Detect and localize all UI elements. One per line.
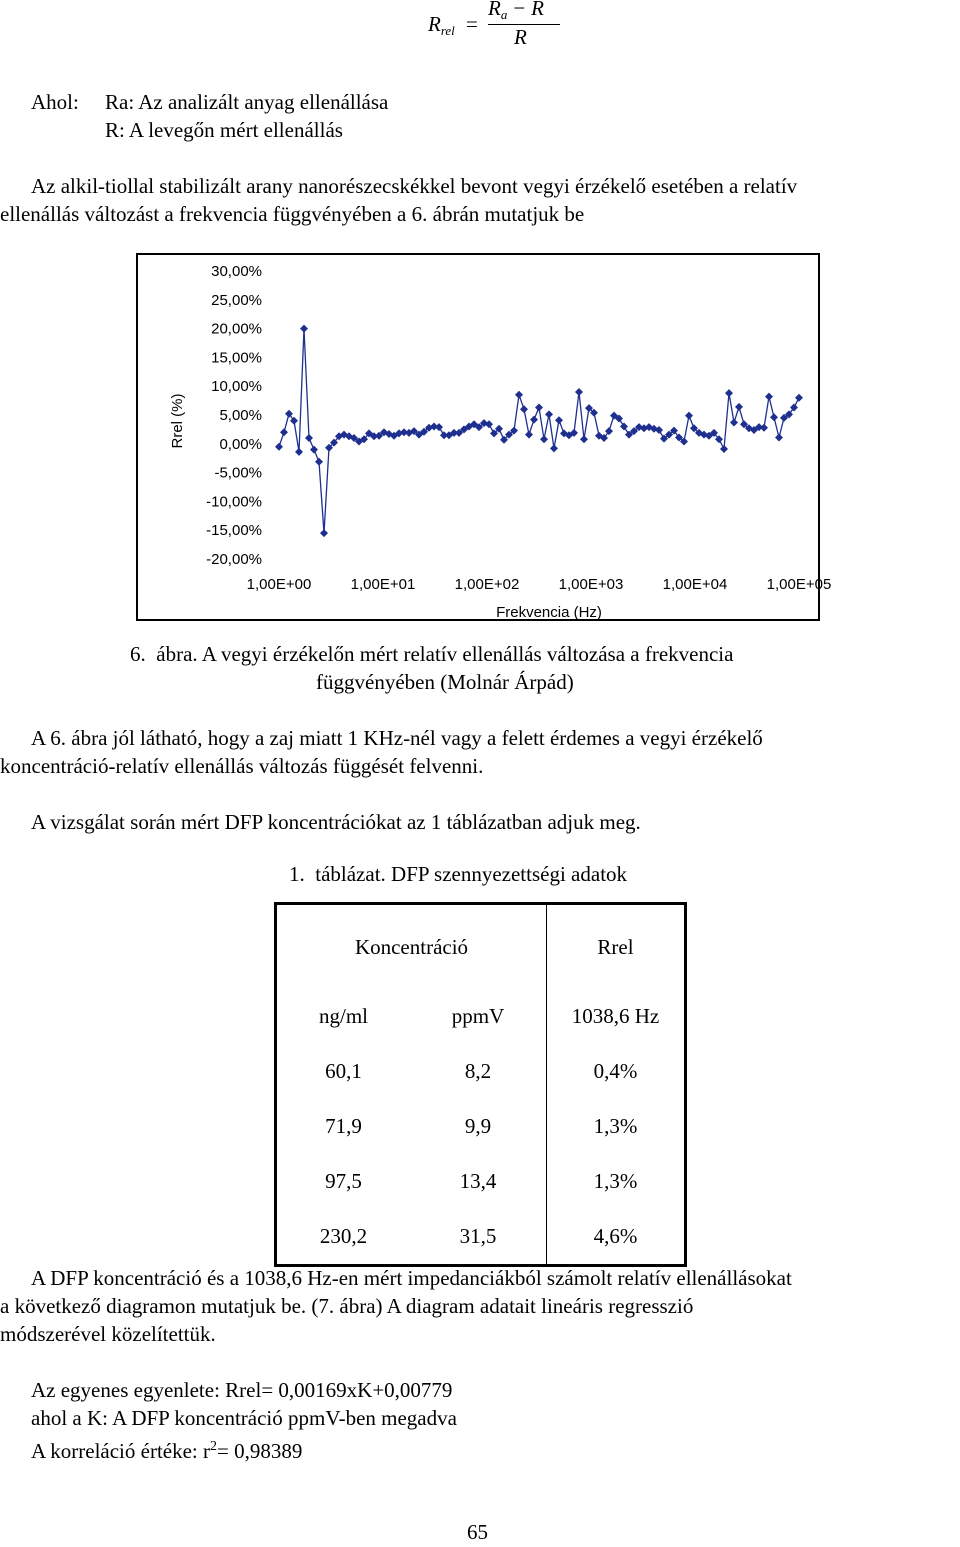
y-tick-label: -10,00% bbox=[206, 493, 262, 511]
where-line-ra: Ra: Az analizált anyag ellenállása bbox=[105, 90, 389, 114]
k-definition-line: ahol a K: A DFP koncentráció ppmV-ben megadva bbox=[31, 1406, 457, 1430]
table-row bbox=[276, 1209, 686, 1266]
cell-rrel: 0,4% bbox=[593, 1059, 638, 1083]
paragraph-2-line-2: koncentráció-relatív ellenállás változás függését felvenni. bbox=[0, 754, 484, 778]
chart-svg bbox=[138, 255, 832, 621]
cell-ngml: 97,5 bbox=[325, 1169, 362, 1193]
unit-frequency: 1038,6 Hz bbox=[571, 1004, 660, 1028]
header-rrel: Rrel bbox=[597, 934, 634, 959]
table-header-row bbox=[276, 904, 686, 990]
formula-lhs: $R_{rel}$ bbox=[428, 12, 455, 38]
cell-ppmv: 31,5 bbox=[410, 1209, 547, 1266]
data-point bbox=[515, 391, 523, 399]
cell-rrel: 4,6% bbox=[593, 1224, 638, 1248]
cell-ngml: 60,1 bbox=[325, 1059, 362, 1083]
y-tick-label: 15,00% bbox=[211, 349, 262, 367]
cell-ppmv: 9,9 bbox=[410, 1099, 547, 1154]
paragraph-1-line-1: Az alkil-tiollal stabilizált arany nanorészecskékkel bevont vegyi érzékelő esetében a relatív bbox=[31, 174, 798, 198]
data-point bbox=[300, 325, 308, 333]
formula-denominator: R bbox=[514, 25, 527, 49]
y-tick-label: 20,00% bbox=[211, 320, 262, 338]
paragraph-4-line-3: módszerével közelítettük. bbox=[0, 1322, 216, 1346]
table-row bbox=[276, 1044, 686, 1099]
paragraph-4-line-2: a következő diagramon mutatjuk be. (7. ábra) A diagram adatait lineáris regresszió bbox=[0, 1294, 694, 1318]
y-tick-label: 0,00% bbox=[219, 435, 262, 453]
equation-line: Az egyenes egyenlete: Rrel= 0,00169xK+0,00779 bbox=[31, 1378, 453, 1402]
y-tick-label: -20,00% bbox=[206, 551, 262, 568]
y-tick-label: 5,00% bbox=[219, 407, 262, 424]
figure-caption-line-2: függvényében (Molnár Árpád) bbox=[316, 670, 574, 694]
y-tick-label: -5,00% bbox=[214, 464, 262, 482]
data-point bbox=[535, 404, 543, 412]
data-point bbox=[295, 448, 303, 456]
data-point bbox=[720, 445, 728, 453]
data-point bbox=[285, 410, 293, 418]
y-tick-label: -15,00% bbox=[206, 522, 262, 540]
data-point bbox=[315, 458, 323, 466]
y-axis-label: Rrel (%) bbox=[169, 393, 186, 449]
formula-equals: = bbox=[466, 12, 478, 36]
cell-ngml: 230,2 bbox=[319, 1224, 368, 1248]
cell-ppmv: 8,2 bbox=[410, 1044, 547, 1099]
table-units-row bbox=[276, 989, 686, 1044]
figure-6-chart bbox=[136, 253, 832, 621]
data-point bbox=[760, 424, 768, 432]
cell-rrel: 1,3% bbox=[593, 1169, 638, 1193]
where-line-r: R: A levegőn mért ellenállás bbox=[105, 118, 343, 142]
data-point bbox=[620, 423, 628, 431]
x-tick-label: 1,00E+01 bbox=[350, 576, 416, 593]
data-point bbox=[550, 444, 558, 452]
data-point bbox=[765, 393, 773, 401]
data-point bbox=[305, 434, 313, 442]
data-point bbox=[310, 446, 318, 454]
unit-ngml: ng/ml bbox=[318, 1004, 368, 1028]
table-caption: 1. táblázat. DFP szennyezettségi adatok bbox=[289, 862, 628, 886]
y-tick-label: 25,00% bbox=[211, 291, 262, 309]
y-tick-label: 10,00% bbox=[211, 378, 262, 396]
table-row bbox=[276, 1099, 686, 1154]
x-tick-label: 1,00E+05 bbox=[766, 576, 832, 593]
table-row bbox=[276, 1154, 686, 1209]
data-point bbox=[435, 423, 443, 431]
x-tick-label: 1,00E+02 bbox=[454, 576, 520, 593]
data-point bbox=[735, 403, 743, 411]
data-point bbox=[525, 431, 533, 439]
cell-ppmv: 13,4 bbox=[410, 1154, 547, 1209]
data-point bbox=[730, 419, 738, 427]
data-point bbox=[775, 434, 783, 442]
data-point bbox=[320, 529, 328, 537]
data-point bbox=[770, 413, 778, 421]
dfp-table bbox=[274, 902, 687, 1267]
data-point bbox=[580, 435, 588, 443]
data-point bbox=[685, 412, 693, 420]
data-point bbox=[530, 416, 538, 424]
data-point bbox=[545, 410, 553, 418]
rrel-formula bbox=[428, 0, 568, 48]
data-point bbox=[795, 394, 803, 402]
paragraph-3: A vizsgálat során mért DFP koncentrációkat az 1 táblázatban adjuk meg. bbox=[31, 810, 641, 834]
paragraph-4-line-1: A DFP koncentráció és a 1038,6 Hz-en mért impedanciákból számolt relatív ellenállásokat bbox=[31, 1266, 792, 1290]
data-point bbox=[520, 405, 528, 413]
y-tick-label: 30,00% bbox=[211, 263, 262, 280]
paragraph-1-line-2: ellenállás változást a frekvencia függvényében a 6. ábrán mutatjuk be bbox=[0, 202, 585, 226]
data-point bbox=[725, 389, 733, 397]
data-point bbox=[290, 417, 298, 425]
data-point bbox=[280, 428, 288, 436]
header-koncentracio: Koncentráció bbox=[276, 904, 547, 990]
x-tick-label: 1,00E+03 bbox=[558, 576, 624, 593]
x-axis-label: Frekvencia (Hz) bbox=[496, 604, 602, 621]
data-point bbox=[275, 443, 283, 451]
where-label: Ahol: bbox=[31, 90, 79, 114]
cell-rrel: 1,3% bbox=[593, 1114, 638, 1138]
unit-ppmv: ppmV bbox=[410, 989, 547, 1044]
formula-numerator: $R_a - R$ bbox=[488, 0, 544, 22]
series-line bbox=[279, 329, 799, 533]
cell-ngml: 71,9 bbox=[325, 1114, 362, 1138]
data-point bbox=[540, 435, 548, 443]
correlation-line: A korreláció értéke: $r^2= 0,98389$ bbox=[31, 1439, 303, 1463]
page-number: 65 bbox=[467, 1520, 488, 1544]
paragraph-2-line-1: A 6. ábra jól látható, hogy a zaj miatt 1 KHz-nél vagy a felett érdemes a vegyi érzékelő bbox=[31, 726, 763, 750]
data-point bbox=[575, 388, 583, 396]
x-tick-label: 1,00E+04 bbox=[662, 576, 728, 593]
figure-caption-line-1: 6. ábra. A vegyi érzékelőn mért relatív ellenállás változása a frekvencia bbox=[130, 642, 734, 666]
data-point bbox=[555, 416, 563, 424]
x-tick-label: 1,00E+00 bbox=[246, 576, 312, 593]
